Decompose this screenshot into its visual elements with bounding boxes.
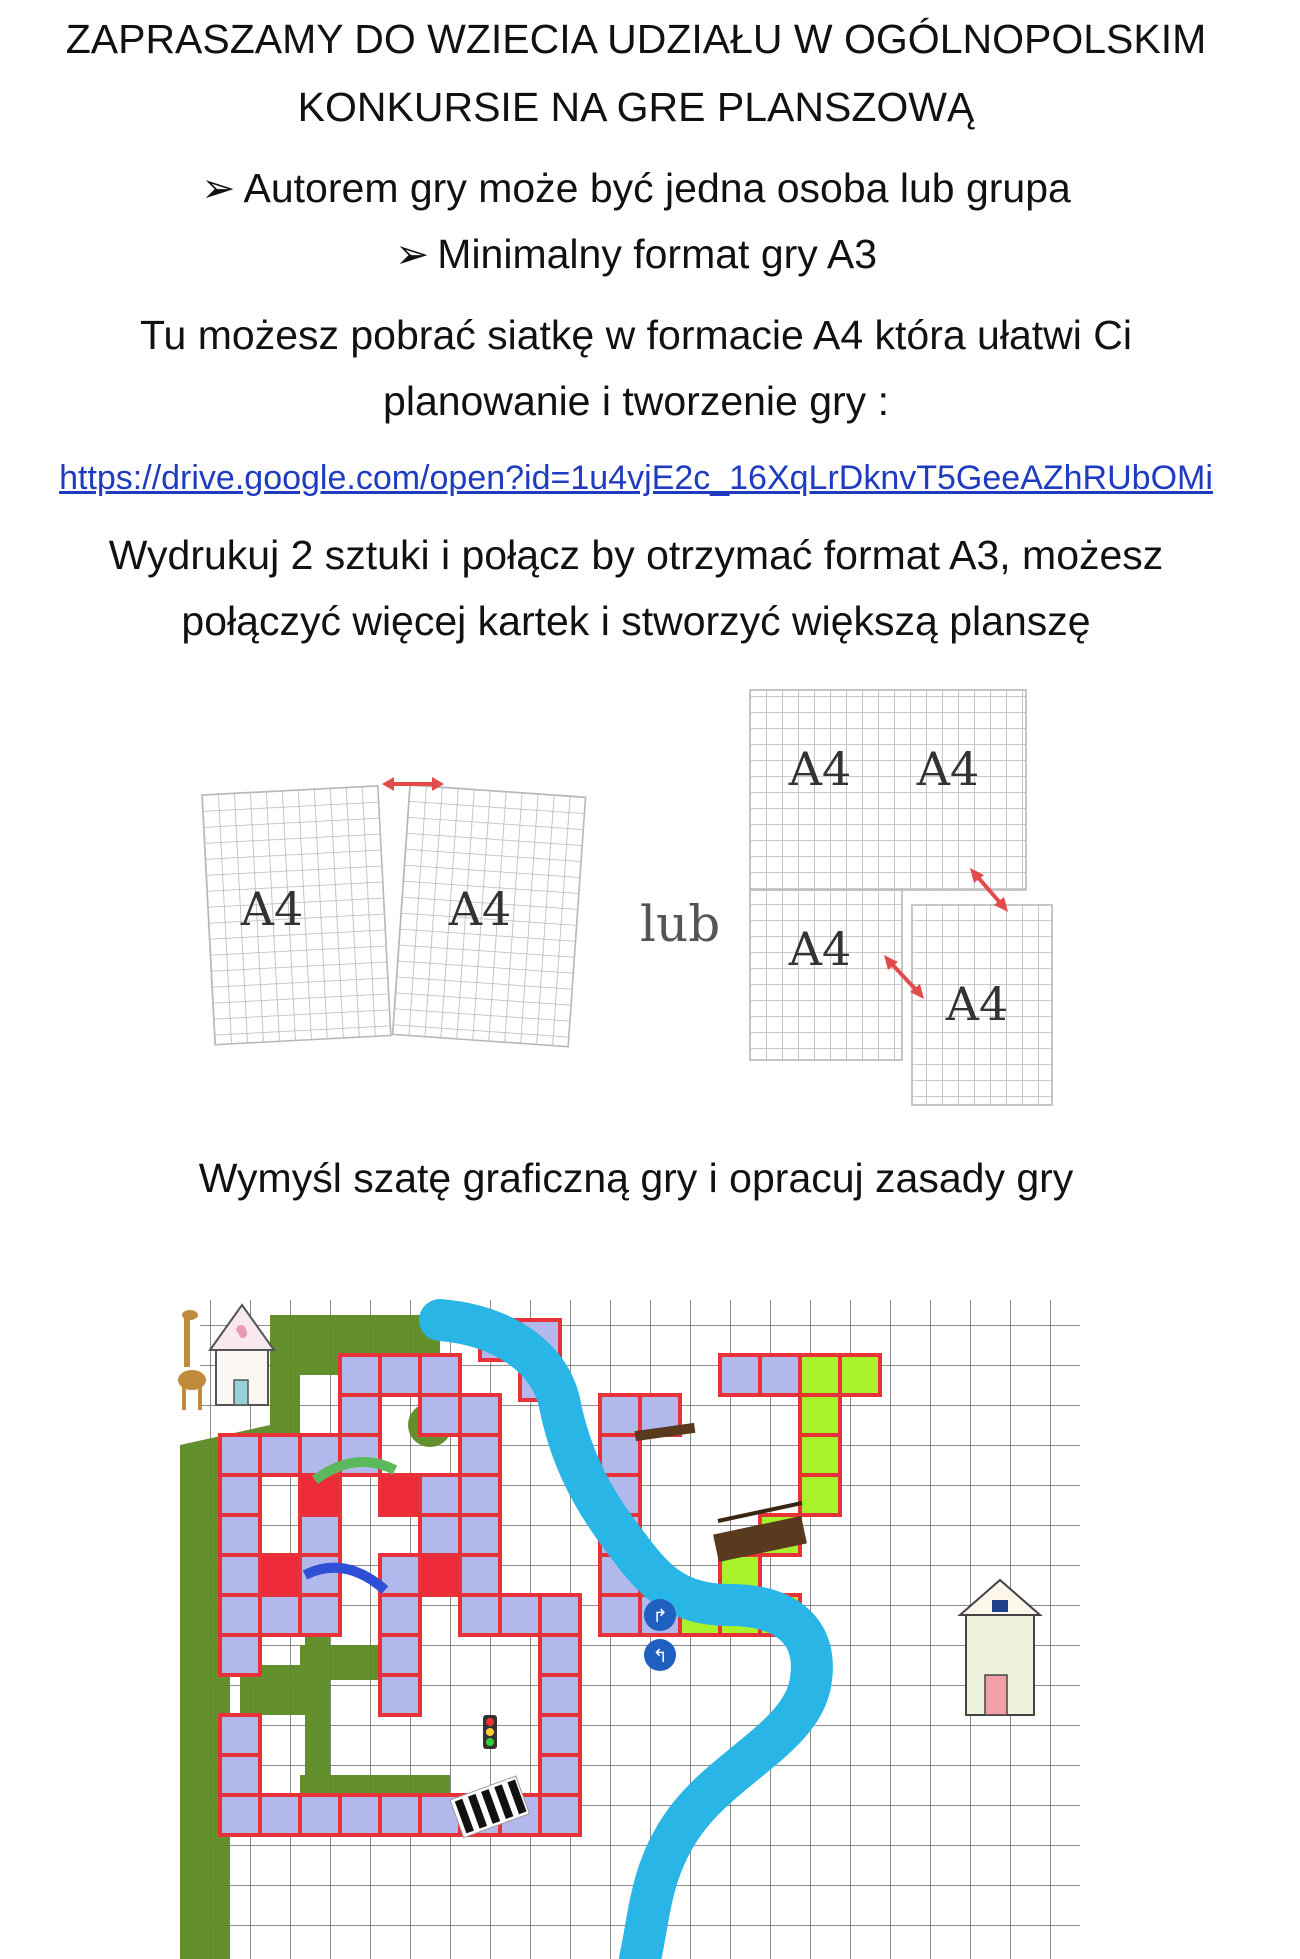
download-line-1: Tu możesz pobrać siatkę w formacie A4 która ułatwi Ci [140, 312, 1132, 358]
board-game-example [170, 1285, 1090, 1959]
bullet-item-author [0, 164, 1272, 212]
turn-right-sign-icon [644, 1599, 676, 1631]
heading-line-2: KONKURSIE NA GRE PLANSZOWĄ [297, 84, 975, 130]
svg-text:↰: ↰ [652, 1646, 668, 1667]
heading-line-1: ZAPRASZAMY DO WZIECIA UDZIAŁU W OGÓLNOPOLSKIM [65, 16, 1207, 62]
bullet-text: Minimalny format gry A3 [437, 231, 878, 277]
a4-label: A4 [448, 882, 512, 936]
download-link[interactable]: https://drive.google.com/open?id=1u4vjE2c_16XqLrDknvT5GeeAZhRUbOMi [59, 459, 1213, 497]
arrowhead-bullet-icon: ➢ [394, 231, 430, 277]
a4-label: A4 [788, 742, 852, 796]
instructions-line-2: połączyć więcej kartek i stworzyć większą planszę [181, 598, 1091, 644]
or-label: lub [640, 895, 721, 953]
a4-sheets-figure [190, 680, 1070, 1115]
download-line-2: planowanie i tworzenie gry : [383, 378, 889, 424]
traffic-light-icon [483, 1715, 497, 1749]
instructions-line-1: Wydrukuj 2 sztuki i połącz by otrzymać format A3, możesz [108, 532, 1164, 578]
turn-left-sign-icon [644, 1639, 676, 1671]
a4-label: A4 [945, 977, 1009, 1031]
a4-label: A4 [916, 742, 980, 796]
a4-label: A4 [240, 882, 304, 936]
svg-text:↱: ↱ [652, 1606, 668, 1627]
bullet-text: Autorem gry może być jedna osoba lub grupa [243, 165, 1071, 211]
design-prompt: Wymyśl szatę graficzną gry i opracuj zasady gry [198, 1155, 1074, 1201]
a4-label: A4 [788, 922, 852, 976]
bullet-item-format [0, 230, 1272, 278]
arrowhead-bullet-icon: ➢ [201, 165, 236, 211]
